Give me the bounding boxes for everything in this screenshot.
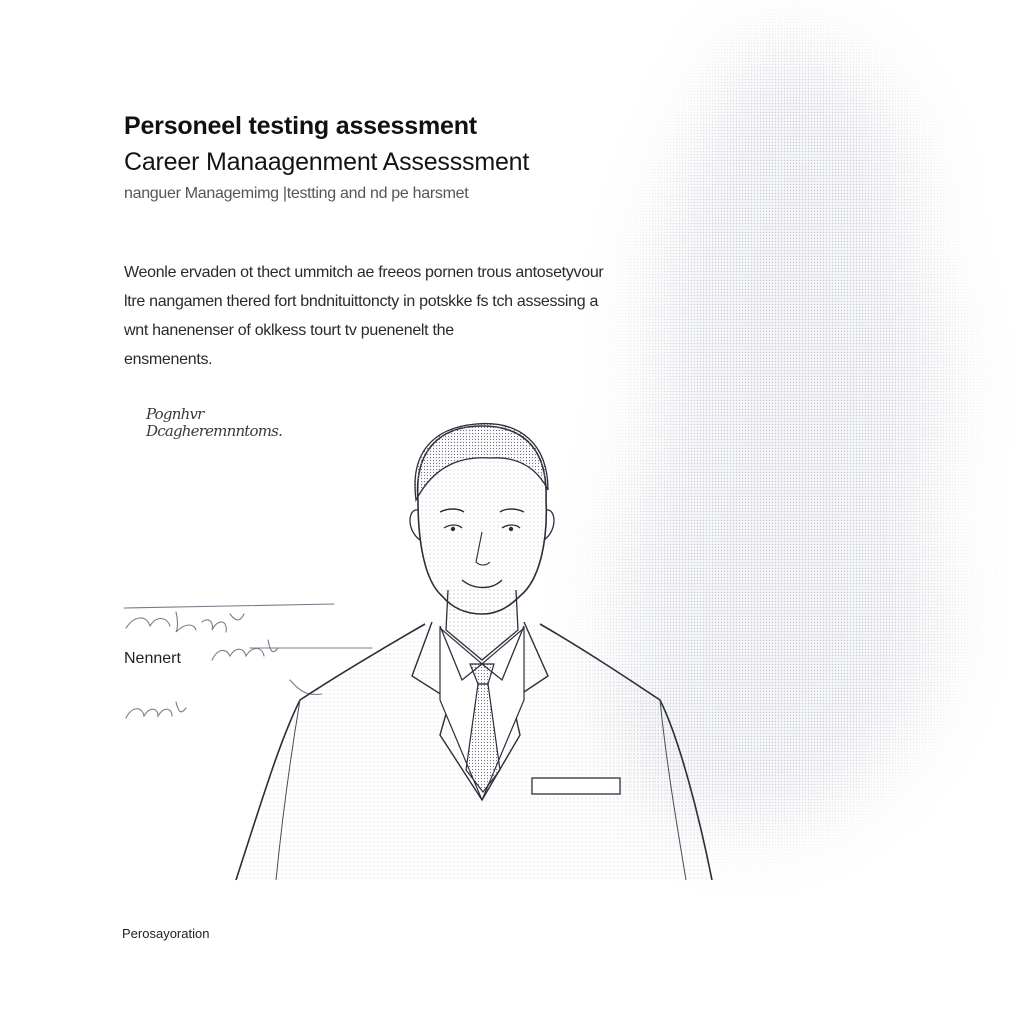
- page-subtitle: Career Manaagenment Assesssment: [124, 148, 530, 176]
- suit: [236, 622, 712, 880]
- page-title: Personeel testing assessment: [124, 112, 477, 140]
- intro-line: ltre nangamen thered fort bndnituittoncty in potskke fs tch assessing a: [124, 293, 599, 310]
- form-field-label: Nennert: [124, 650, 181, 667]
- signature-line: Dcagheremnntoms.: [146, 422, 283, 440]
- intro-line: ensmenents.: [124, 351, 213, 368]
- head: [410, 424, 554, 614]
- footer-caption: Perosayoration: [122, 926, 210, 941]
- intro-line: wnt hanenenser of oklkess tourt tv puenenelt the: [124, 322, 454, 339]
- intro-line: Weonle ervaden ot thect ummitch ae freeos pornen trous antosetyvour: [124, 264, 604, 281]
- signature-line: Pognhvr: [146, 405, 204, 423]
- tagline: nanguer Managemimg |testting and nd pe harsmet: [124, 185, 469, 202]
